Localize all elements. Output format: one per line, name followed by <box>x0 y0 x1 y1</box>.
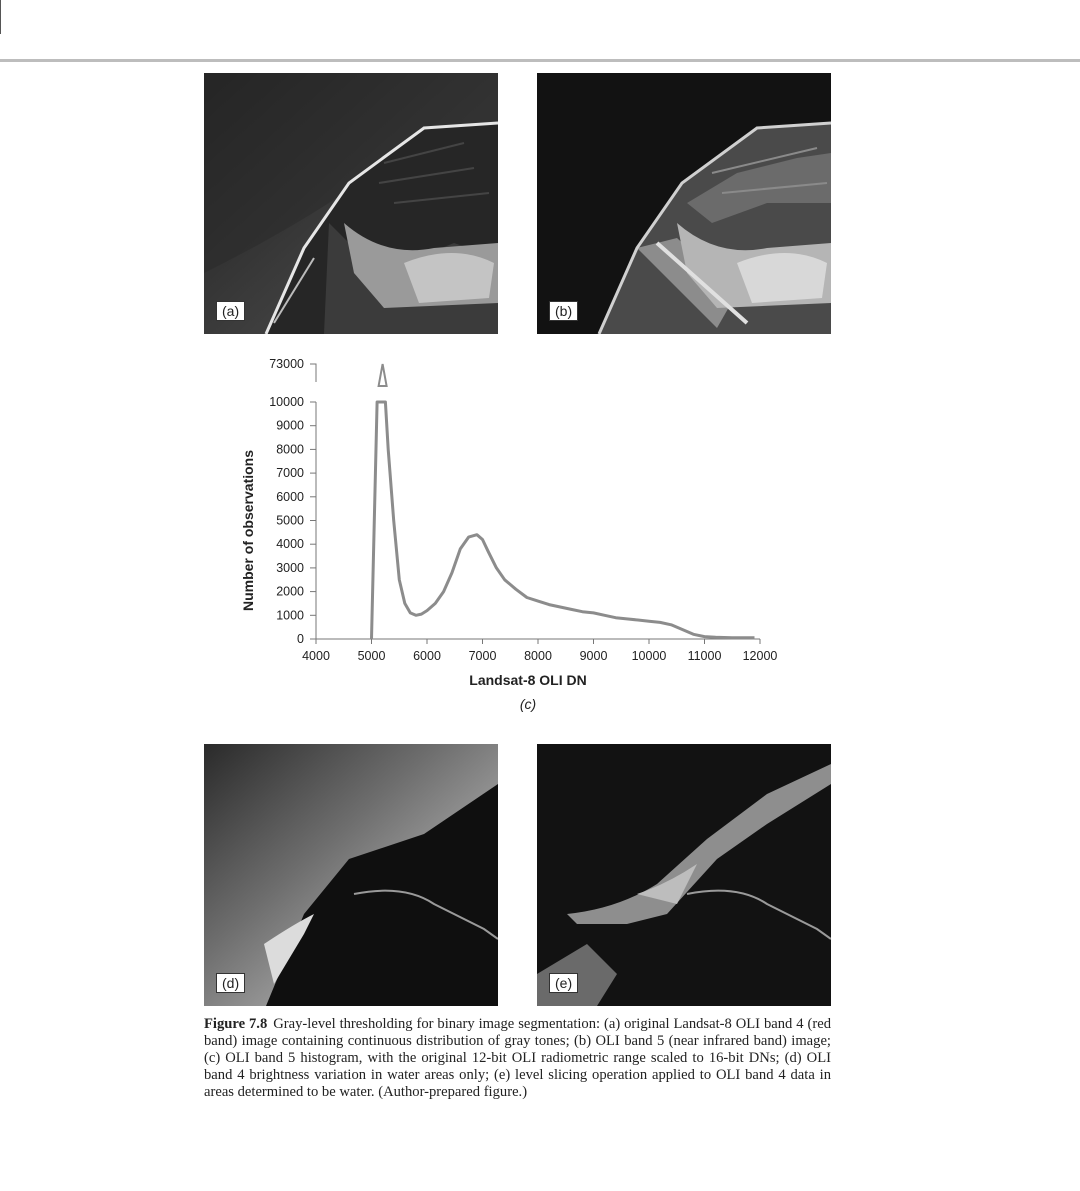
x-tick-label: 5000 <box>357 649 386 663</box>
figure-caption <box>204 1016 831 1101</box>
y-tick-label: 0 <box>297 632 304 646</box>
y-tick-label-73000: 73000 <box>269 357 304 371</box>
landsat-band5-image <box>537 73 831 334</box>
x-axis-ticks <box>302 639 777 663</box>
satellite-image-panel-b <box>537 73 831 334</box>
y-tick-label: 9000 <box>276 418 304 433</box>
x-tick-label: 4000 <box>302 649 330 663</box>
level-slicing-image <box>537 744 831 1006</box>
satellite-image-panel-a <box>204 73 498 334</box>
satellite-image-panel-d <box>204 744 498 1006</box>
x-tick-label: 12000 <box>742 649 778 663</box>
y-tick-label: 1000 <box>276 608 304 623</box>
page-edge-mark <box>0 0 1 34</box>
x-tick-label: 10000 <box>631 649 667 663</box>
y-tick-label: 7000 <box>276 466 304 481</box>
panel-label-a: (a) <box>216 301 245 321</box>
panel-label-b: (b) <box>549 301 578 321</box>
histogram-series-line <box>372 402 755 639</box>
satellite-image-panel-e <box>537 744 831 1006</box>
y-tick-label: 3000 <box>276 560 304 575</box>
x-tick-label: 8000 <box>524 649 552 663</box>
figure-caption-text: Gray-level thresholding for binary image segmentation: (a) original Landsat-8 OLI band 4 (red band) image containing continuous distribution of gray tones; (b) OLI band 5 (near infrared band) image; (c) OLI band 5 histogram, with the original 12-bit OLI radiometric range scaled to 16-bit DNs; (d) OLI band 4 brightness variation in water areas only; (e) level slicing operation applied to OLI band 4 data in areas determined to be water. (Author-prepared figure.) <box>204 1016 831 1100</box>
y-tick-label: 5000 <box>276 513 304 528</box>
panel-label-d: (d) <box>216 973 245 993</box>
x-tick-label: 9000 <box>579 649 608 663</box>
header-rule <box>0 59 1080 62</box>
x-tick-label: 7000 <box>468 649 497 663</box>
y-axis-break-segment <box>310 364 316 382</box>
figure-number: Figure 7.8 <box>204 1016 268 1032</box>
x-tick-label: 11000 <box>687 649 722 663</box>
x-axis-label: Landsat-8 OLI DN <box>469 672 587 688</box>
y-axis-ticks <box>269 395 316 646</box>
landsat-band4-image <box>204 73 498 334</box>
y-tick-label: 2000 <box>276 584 304 599</box>
y-tick-label: 8000 <box>276 442 304 457</box>
panel-label-c: (c) <box>519 696 537 712</box>
x-tick-label: 6000 <box>413 649 441 663</box>
y-tick-label: 10000 <box>269 395 304 409</box>
water-brightness-image <box>204 744 498 1006</box>
panel-label-e: (e) <box>549 973 578 993</box>
y-tick-label: 6000 <box>276 489 304 504</box>
y-tick-label: 4000 <box>276 537 304 552</box>
y-axis-label: Number of observations <box>240 449 256 612</box>
histogram-chart <box>230 350 790 730</box>
histogram-peak-spike <box>379 364 387 386</box>
